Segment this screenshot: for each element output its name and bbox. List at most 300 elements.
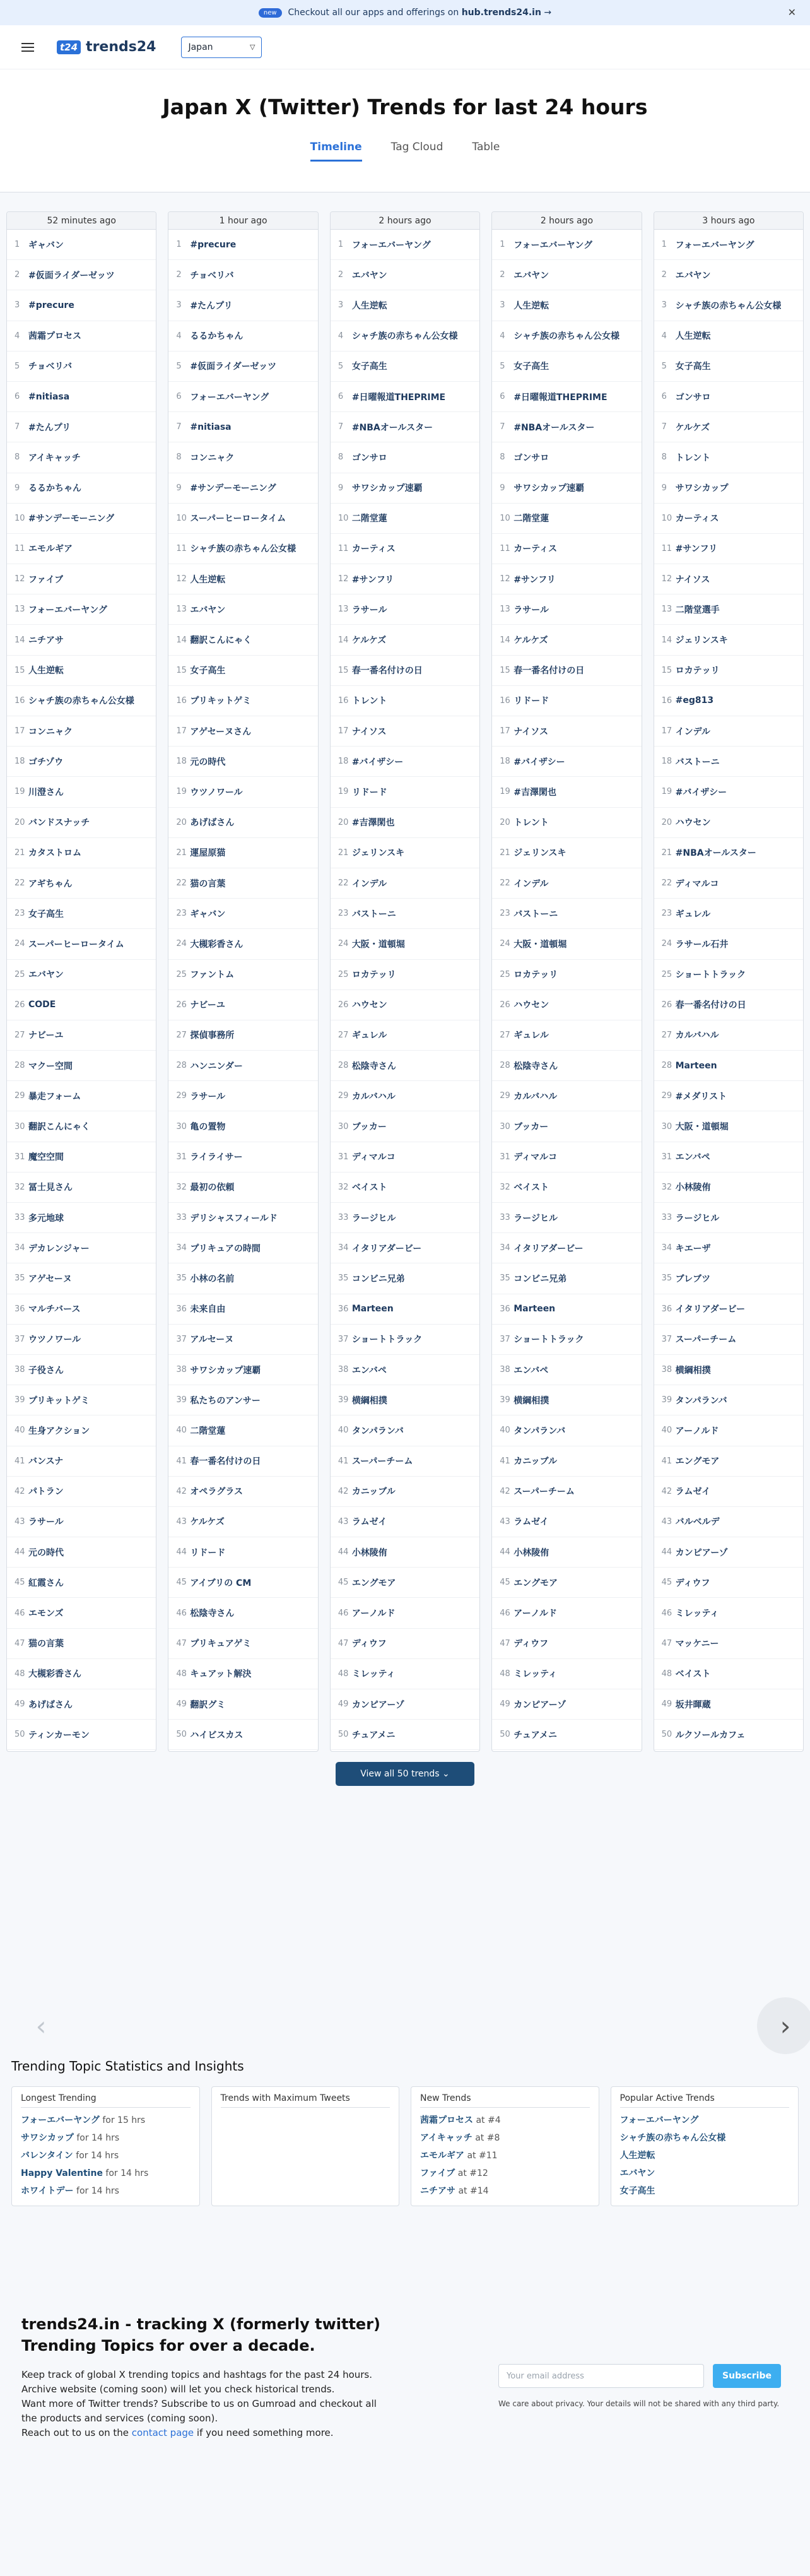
trend-link[interactable]: ブッカー — [514, 1122, 549, 1133]
trend-row[interactable] — [654, 1173, 803, 1203]
stats-trend-link[interactable]: エバヤン — [619, 2168, 655, 2178]
trend-link[interactable]: インデル — [675, 726, 710, 737]
trend-row[interactable] — [492, 1415, 641, 1446]
trend-row[interactable] — [331, 808, 479, 838]
trend-row[interactable] — [168, 1051, 317, 1081]
trend-row[interactable] — [654, 686, 803, 716]
trend-row[interactable] — [492, 1659, 641, 1689]
trend-row[interactable] — [331, 1415, 479, 1446]
trend-row[interactable] — [168, 321, 317, 352]
trend-link[interactable]: ベイスト — [351, 1183, 387, 1193]
trend-row[interactable] — [168, 1294, 317, 1325]
trend-link[interactable]: サワシカップ速覇 — [190, 1365, 261, 1376]
trend-row[interactable] — [654, 382, 803, 412]
trend-row[interactable] — [168, 625, 317, 655]
trend-link[interactable]: カンピアーゾ — [514, 1699, 566, 1710]
trend-row[interactable] — [331, 260, 479, 290]
trend-row[interactable] — [7, 1142, 156, 1173]
trend-link[interactable]: ルクソールカフェ — [675, 1730, 746, 1740]
trend-link[interactable]: 女子高生 — [675, 362, 711, 372]
trend-row[interactable] — [7, 1720, 156, 1750]
trend-link[interactable]: 亀の置物 — [190, 1122, 226, 1133]
trend-link[interactable]: 人生逆転 — [675, 331, 711, 342]
trend-row[interactable] — [7, 352, 156, 382]
trend-row[interactable] — [7, 504, 156, 534]
trend-link[interactable]: #吉澤閑也 — [514, 787, 556, 798]
trend-row[interactable] — [7, 960, 156, 990]
trend-link[interactable]: 二階堂蓮 — [190, 1426, 226, 1436]
trend-row[interactable] — [7, 1568, 156, 1598]
trend-link[interactable]: #バイザシー — [351, 757, 404, 767]
trend-link[interactable]: ディウフ — [514, 1639, 549, 1650]
trend-link[interactable]: ロカテッリ — [675, 666, 720, 676]
trend-row[interactable] — [168, 1385, 317, 1415]
trend-link[interactable]: スーパーチーム — [351, 1456, 413, 1467]
trend-row[interactable] — [7, 868, 156, 899]
trend-link[interactable]: 二階堂蓮 — [351, 514, 387, 524]
trend-link[interactable]: プリキュアの時間 — [190, 1243, 261, 1254]
trend-link[interactable]: 小林陵侑 — [675, 1183, 711, 1193]
trend-link[interactable]: ケルケズ — [675, 422, 710, 433]
trend-link[interactable]: トレント — [514, 818, 549, 829]
trend-row[interactable] — [7, 1659, 156, 1689]
trend-row[interactable] — [654, 777, 803, 807]
trend-row[interactable] — [331, 412, 479, 442]
trend-link[interactable]: ブレブツ — [675, 1273, 711, 1284]
trend-row[interactable] — [7, 777, 156, 807]
trend-link[interactable]: サワシカップ — [675, 483, 729, 494]
trend-link[interactable]: #サンフリ — [351, 574, 394, 585]
trend-row[interactable] — [168, 1689, 317, 1720]
trend-row[interactable] — [7, 1446, 156, 1477]
trend-row[interactable] — [492, 1081, 641, 1111]
trend-link[interactable]: チュアメニ — [514, 1730, 557, 1740]
trend-row[interactable] — [331, 442, 479, 473]
trend-row[interactable] — [168, 442, 317, 473]
trend-row[interactable] — [331, 290, 479, 321]
previous-arrow-icon[interactable]: ‹ — [35, 2010, 47, 2041]
trend-row[interactable] — [654, 1415, 803, 1446]
trend-row[interactable] — [654, 899, 803, 929]
trend-link[interactable]: 元の時代 — [190, 757, 226, 767]
stats-trend-link[interactable]: アイキャッチ — [420, 2133, 472, 2143]
trend-row[interactable] — [168, 899, 317, 929]
trend-row[interactable] — [168, 960, 317, 990]
tab-timeline[interactable]: Timeline — [310, 141, 362, 162]
trend-link[interactable]: タンパランバ — [351, 1426, 404, 1436]
trend-row[interactable] — [331, 1203, 479, 1233]
trend-link[interactable]: #仮面ライダーゼッツ — [28, 270, 115, 281]
contact-page-link[interactable]: contact page — [131, 2427, 194, 2438]
trend-row[interactable] — [331, 929, 479, 959]
trend-row[interactable] — [168, 1203, 317, 1233]
trend-link[interactable]: マルチバース — [28, 1304, 81, 1315]
stats-trend-link[interactable]: サワシカップ — [21, 2133, 74, 2143]
trend-row[interactable] — [331, 1111, 479, 1142]
trend-row[interactable] — [492, 1385, 641, 1415]
trend-link[interactable]: 魔空空間 — [28, 1152, 64, 1163]
trend-row[interactable] — [7, 1598, 156, 1628]
trend-row[interactable] — [7, 1233, 156, 1263]
trend-row[interactable] — [492, 777, 641, 807]
trend-row[interactable] — [168, 929, 317, 959]
trend-link[interactable]: 大阪・道頓堀 — [351, 939, 405, 950]
trend-link[interactable]: サワシカップ速覇 — [514, 483, 585, 494]
trend-link[interactable]: エングモア — [675, 1456, 720, 1467]
trend-link[interactable]: ギャバン — [28, 240, 64, 251]
next-arrow-icon[interactable]: › — [757, 1997, 810, 2054]
trend-row[interactable] — [331, 594, 479, 625]
trend-row[interactable] — [331, 504, 479, 534]
trend-row[interactable] — [492, 382, 641, 412]
trend-link[interactable]: 松陰寺さん — [190, 1609, 235, 1619]
trend-row[interactable] — [654, 625, 803, 655]
trend-row[interactable] — [168, 1415, 317, 1446]
trend-row[interactable] — [654, 1477, 803, 1507]
trend-link[interactable]: アゲセーヌ — [28, 1273, 72, 1284]
trend-link[interactable]: コンビニ兄弟 — [351, 1273, 405, 1284]
trend-link[interactable]: 人生逆転 — [190, 574, 226, 585]
trend-link[interactable]: 冨士見さん — [28, 1183, 73, 1193]
trend-link[interactable]: ショートトラック — [514, 1335, 584, 1345]
trend-row[interactable] — [168, 1081, 317, 1111]
trend-row[interactable] — [654, 960, 803, 990]
trend-row[interactable] — [168, 1233, 317, 1263]
trend-row[interactable] — [654, 1111, 803, 1142]
trend-link[interactable]: エバヤン — [190, 605, 226, 615]
trend-link[interactable]: アーノルド — [351, 1609, 396, 1619]
trend-link[interactable]: 春一番名付けの日 — [675, 1000, 746, 1011]
trend-link[interactable]: イタリアダービー — [675, 1304, 746, 1315]
trend-link[interactable]: バルベルデ — [675, 1517, 720, 1528]
trend-link[interactable]: アルセーヌ — [190, 1335, 234, 1345]
trend-row[interactable] — [654, 230, 803, 260]
trend-link[interactable]: るるかちゃん — [190, 331, 244, 342]
trend-link[interactable]: ディマルコ — [514, 1152, 558, 1163]
trend-row[interactable] — [492, 1233, 641, 1263]
trend-row[interactable] — [7, 1263, 156, 1294]
trend-link[interactable]: エバヤン — [28, 970, 64, 981]
trend-row[interactable] — [492, 1568, 641, 1598]
trend-link[interactable]: ハウセン — [514, 1000, 549, 1011]
trend-link[interactable]: ギャバン — [190, 909, 226, 919]
trend-row[interactable] — [7, 1385, 156, 1415]
trend-link[interactable]: ロカテッリ — [351, 970, 396, 981]
trend-link[interactable]: トレント — [675, 452, 711, 463]
trend-row[interactable] — [654, 1720, 803, 1750]
trend-row[interactable] — [168, 1629, 317, 1659]
trend-row[interactable] — [7, 1477, 156, 1507]
trend-row[interactable] — [7, 534, 156, 564]
trend-link[interactable]: 大槻彩香さん — [190, 939, 244, 950]
trend-row[interactable] — [7, 747, 156, 777]
trend-row[interactable] — [492, 442, 641, 473]
trend-row[interactable] — [654, 808, 803, 838]
trend-link[interactable]: ラサール — [190, 1091, 226, 1102]
stats-trend-link[interactable]: エモルギア — [420, 2151, 464, 2161]
trend-link[interactable]: 春一番名付けの日 — [514, 666, 585, 676]
trend-row[interactable] — [7, 412, 156, 442]
trend-row[interactable] — [654, 1263, 803, 1294]
trend-row[interactable] — [7, 656, 156, 686]
trend-link[interactable]: ナビーユ — [190, 1000, 225, 1011]
trend-row[interactable] — [331, 1537, 479, 1568]
trend-row[interactable] — [331, 1142, 479, 1173]
trend-row[interactable] — [654, 1507, 803, 1537]
trend-row[interactable] — [168, 290, 317, 321]
trend-link[interactable]: シャチ族の赤ちゃん公女様 — [190, 544, 296, 555]
trend-row[interactable] — [492, 656, 641, 686]
trend-link[interactable]: #eg813 — [675, 695, 714, 706]
trend-row[interactable] — [492, 1325, 641, 1355]
trend-row[interactable] — [168, 504, 317, 534]
trend-row[interactable] — [168, 1263, 317, 1294]
trend-row[interactable] — [492, 230, 641, 260]
trend-link[interactable]: 横綱相撲 — [514, 1395, 549, 1406]
trend-link[interactable]: バンドスナッチ — [28, 818, 90, 829]
trend-row[interactable] — [492, 321, 641, 352]
trend-row[interactable] — [331, 1233, 479, 1263]
trend-row[interactable] — [492, 716, 641, 747]
trend-row[interactable] — [492, 1355, 641, 1385]
trend-link[interactable]: カーティス — [514, 544, 558, 555]
trend-link[interactable]: #サンデーモーニング — [190, 483, 276, 494]
trend-row[interactable] — [331, 1294, 479, 1325]
trend-row[interactable] — [654, 838, 803, 868]
trend-row[interactable] — [654, 1081, 803, 1111]
trend-link[interactable]: ギュレル — [675, 909, 711, 919]
trend-row[interactable] — [168, 534, 317, 564]
trend-row[interactable] — [331, 1051, 479, 1081]
trend-link[interactable]: #precure — [28, 300, 74, 310]
trend-link[interactable]: ディマルコ — [351, 1152, 396, 1163]
trend-link[interactable]: ハウセン — [351, 1000, 387, 1011]
trend-row[interactable] — [654, 564, 803, 594]
trend-link[interactable]: ラサール石井 — [675, 939, 729, 950]
trend-link[interactable]: シャチ族の赤ちゃん公女様 — [514, 331, 619, 342]
trend-row[interactable] — [331, 686, 479, 716]
trend-link[interactable]: ディウフ — [675, 1578, 710, 1588]
trend-link[interactable]: エンバペ — [675, 1152, 710, 1163]
trend-link[interactable]: シャチ族の赤ちゃん公女様 — [351, 331, 458, 342]
trend-link[interactable]: #日曜報道THEPRIME — [514, 392, 608, 403]
trend-row[interactable] — [331, 777, 479, 807]
trend-link[interactable]: エバヤン — [675, 270, 711, 281]
trend-row[interactable] — [7, 382, 156, 412]
trend-row[interactable] — [331, 1568, 479, 1598]
trend-row[interactable] — [331, 352, 479, 382]
trend-link[interactable]: 探偵事務所 — [190, 1031, 235, 1041]
trend-row[interactable] — [331, 1659, 479, 1689]
stats-trend-link[interactable]: ファイブ — [420, 2168, 455, 2178]
trend-row[interactable] — [654, 1294, 803, 1325]
trend-link[interactable]: 大阪・道頓堀 — [675, 1122, 729, 1133]
trend-row[interactable] — [168, 1325, 317, 1355]
hamburger-menu-icon[interactable] — [21, 40, 34, 54]
tab-table[interactable]: Table — [472, 141, 500, 153]
trend-row[interactable] — [7, 1051, 156, 1081]
trend-row[interactable] — [168, 777, 317, 807]
stats-trend-link[interactable]: ニチアサ — [420, 2186, 455, 2196]
trend-row[interactable] — [7, 1629, 156, 1659]
trend-link[interactable]: カニッブル — [514, 1456, 558, 1467]
trend-row[interactable] — [492, 473, 641, 504]
trend-link[interactable]: 横綱相撲 — [675, 1365, 711, 1376]
trend-row[interactable] — [168, 1173, 317, 1203]
trend-link[interactable]: 松陰寺さん — [514, 1061, 558, 1072]
trend-link[interactable]: デカレンジャー — [28, 1243, 90, 1254]
trend-row[interactable] — [168, 1477, 317, 1507]
trend-row[interactable] — [7, 1507, 156, 1537]
trend-link[interactable]: タンパランバ — [675, 1395, 727, 1406]
trend-link[interactable]: タンパランバ — [514, 1426, 566, 1436]
trend-link[interactable]: マッケニー — [675, 1639, 719, 1650]
trend-link[interactable]: オペラグラス — [190, 1487, 243, 1498]
trend-row[interactable] — [331, 1173, 479, 1203]
trend-link[interactable]: ラージヒル — [351, 1213, 396, 1224]
trend-link[interactable]: 最初の依頼 — [190, 1183, 235, 1193]
trend-row[interactable] — [654, 990, 803, 1020]
trend-link[interactable]: カルバハル — [514, 1091, 558, 1102]
trend-row[interactable] — [7, 1173, 156, 1203]
trend-link[interactable]: 横綱相撲 — [351, 1395, 387, 1406]
trend-link[interactable]: カルバハル — [675, 1031, 719, 1041]
trend-link[interactable]: シャチ族の赤ちゃん公女様 — [675, 300, 782, 311]
trend-row[interactable] — [654, 534, 803, 564]
trend-row[interactable] — [331, 625, 479, 655]
trend-link[interactable]: ラサール — [514, 605, 549, 615]
trend-row[interactable] — [331, 899, 479, 929]
trend-link[interactable]: インデル — [514, 878, 549, 889]
trend-row[interactable] — [654, 504, 803, 534]
trend-link[interactable]: #メダリスト — [675, 1091, 727, 1102]
trend-row[interactable] — [7, 321, 156, 352]
trend-row[interactable] — [168, 1111, 317, 1142]
trend-row[interactable] — [7, 990, 156, 1020]
trend-row[interactable] — [168, 716, 317, 747]
trend-link[interactable]: ライライサー — [190, 1152, 243, 1163]
trend-link[interactable]: フォーエバーヤング — [675, 240, 754, 251]
trend-link[interactable]: スーパーチーム — [675, 1335, 737, 1345]
trend-row[interactable] — [654, 321, 803, 352]
trend-link[interactable]: 運屋原猫 — [190, 848, 226, 859]
trend-row[interactable] — [7, 808, 156, 838]
view-all-trends-button[interactable]: View all 50 trends ⌄ — [336, 1762, 474, 1786]
trend-row[interactable] — [492, 504, 641, 534]
trend-link[interactable]: ティンカーモン — [28, 1730, 90, 1740]
stats-trend-link[interactable]: Happy Valentine — [21, 2168, 103, 2178]
trend-row[interactable] — [331, 1507, 479, 1537]
trend-row[interactable] — [331, 1446, 479, 1477]
site-logo[interactable] — [57, 39, 156, 55]
trend-link[interactable]: エングモア — [351, 1578, 396, 1588]
trend-row[interactable] — [654, 656, 803, 686]
trend-row[interactable] — [331, 1720, 479, 1750]
trend-link[interactable]: ナイソス — [351, 726, 387, 737]
trend-link[interactable]: 翻訳こんにゃく — [28, 1122, 90, 1133]
tab-tag-cloud[interactable]: Tag Cloud — [390, 141, 443, 153]
trend-link[interactable]: ミレッティ — [351, 1669, 396, 1680]
trend-link[interactable]: リドード — [514, 696, 549, 707]
trend-link[interactable]: ラムゼイ — [675, 1487, 711, 1498]
trend-row[interactable] — [7, 1537, 156, 1568]
trend-row[interactable] — [168, 1598, 317, 1628]
trend-link[interactable]: ハウセン — [675, 818, 711, 829]
trend-row[interactable] — [7, 473, 156, 504]
trend-link[interactable]: #たんプリ — [28, 422, 71, 433]
trend-link[interactable]: #たんプリ — [190, 300, 233, 311]
trend-link[interactable]: リドード — [351, 787, 387, 798]
trend-link[interactable]: アイブリの CM — [190, 1578, 252, 1588]
stats-trend-link[interactable]: 女子高生 — [619, 2186, 655, 2196]
trend-link[interactable]: イタリアダービー — [514, 1243, 584, 1254]
trend-row[interactable] — [7, 716, 156, 747]
trend-row[interactable] — [492, 594, 641, 625]
trend-row[interactable] — [7, 564, 156, 594]
trend-link[interactable]: 翻訳こんにゃく — [190, 635, 252, 646]
trend-row[interactable] — [7, 442, 156, 473]
trend-link[interactable]: カンピアーゾ — [675, 1547, 728, 1558]
trend-link[interactable]: カニッブル — [351, 1487, 396, 1498]
trend-row[interactable] — [492, 564, 641, 594]
trend-link[interactable]: 人生逆転 — [28, 666, 64, 676]
trend-link[interactable]: 小林陵侑 — [351, 1547, 387, 1558]
trend-link[interactable]: スーパーヒーロータイム — [190, 514, 286, 524]
trend-link[interactable]: シャチ族の赤ちゃん公女様 — [28, 696, 134, 707]
trend-row[interactable] — [168, 838, 317, 868]
trend-link[interactable]: ブッカー — [351, 1122, 387, 1133]
trend-link[interactable]: Marteen — [514, 1304, 556, 1315]
trend-link[interactable]: 子役さん — [28, 1365, 64, 1376]
trend-row[interactable] — [7, 594, 156, 625]
trend-link[interactable]: キエーザ — [675, 1243, 711, 1254]
trend-link[interactable]: 坂井暉蔵 — [675, 1699, 711, 1710]
trend-link[interactable]: チョベリバ — [190, 270, 234, 281]
trend-link[interactable]: ディウフ — [351, 1639, 387, 1650]
trend-link[interactable]: ジェリンスキ — [675, 635, 728, 646]
trend-link[interactable]: 小林の名前 — [190, 1273, 235, 1284]
trend-link[interactable]: #precure — [190, 239, 237, 250]
trend-link[interactable]: ナイソス — [675, 574, 710, 585]
trend-row[interactable] — [7, 1415, 156, 1446]
trend-row[interactable] — [492, 1263, 641, 1294]
trend-link[interactable]: ナビーユ — [28, 1031, 64, 1041]
trend-link[interactable]: ラムゼイ — [351, 1517, 387, 1528]
trend-link[interactable]: #NBAオールスター — [675, 848, 756, 859]
trend-row[interactable] — [492, 534, 641, 564]
trend-link[interactable]: カーティス — [351, 544, 396, 555]
trend-row[interactable] — [654, 352, 803, 382]
trend-row[interactable] — [331, 230, 479, 260]
trend-link[interactable]: アイキャッチ — [28, 452, 81, 463]
trend-link[interactable]: あげばさん — [190, 818, 235, 829]
trend-link[interactable]: 小林陵侑 — [514, 1547, 549, 1558]
trend-link[interactable]: プリキットゲミ — [190, 696, 252, 707]
trend-link[interactable]: ロカテッリ — [514, 970, 558, 981]
trend-link[interactable]: デリシャスフィールド — [190, 1213, 278, 1224]
trend-row[interactable] — [7, 1111, 156, 1142]
trend-link[interactable]: 女子高生 — [28, 909, 64, 919]
trend-link[interactable]: スーパーヒーロータイム — [28, 939, 124, 950]
trend-link[interactable]: インデル — [351, 878, 387, 889]
close-icon[interactable]: ✕ — [787, 6, 796, 18]
trend-row[interactable] — [654, 412, 803, 442]
trend-link[interactable]: ハンニンダー — [190, 1061, 243, 1072]
trend-row[interactable] — [7, 625, 156, 655]
trend-link[interactable]: #吉澤閑也 — [351, 818, 395, 829]
trend-link[interactable]: ギュレル — [514, 1031, 549, 1041]
trend-link[interactable]: 元の時代 — [28, 1547, 64, 1558]
